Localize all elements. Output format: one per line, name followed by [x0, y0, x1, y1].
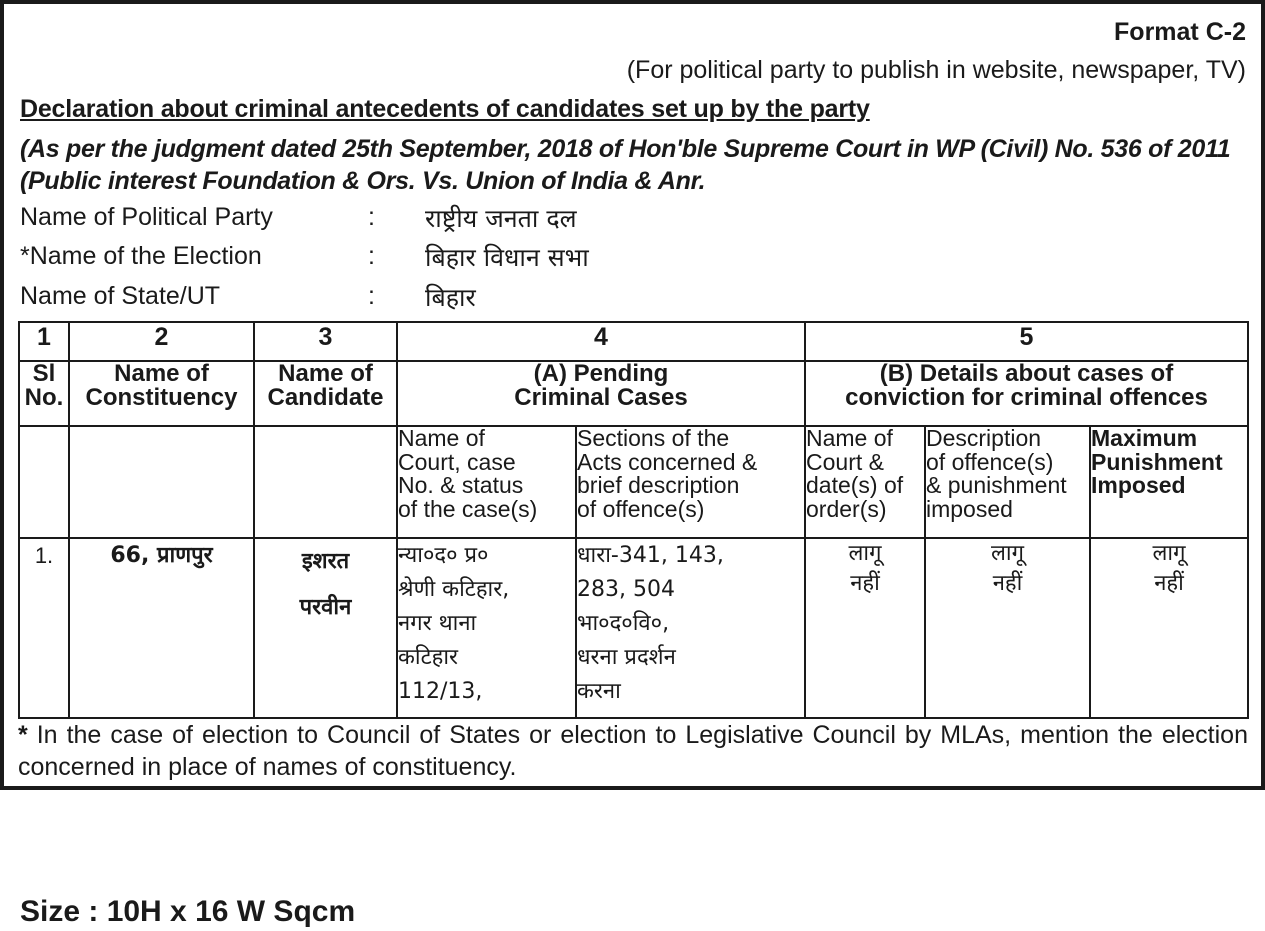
pending-cases-header: (A) Pending Criminal Cases — [397, 361, 805, 426]
column-number: 1 — [19, 322, 69, 361]
size-note: Size : 10H x 16 W Sqcm — [20, 895, 356, 928]
election-name-colon: : — [368, 242, 375, 270]
column-header-row — [19, 361, 1248, 426]
column-number: 3 — [254, 322, 397, 361]
state-name-colon: : — [368, 282, 375, 310]
max-punishment-cell: लागू नहीं — [1090, 538, 1248, 718]
party-name-value: राष्ट्रीय जनता दल — [425, 204, 577, 233]
footnote-text: In the case of election to Council of States or election to Legislative Council by MLAs, mention the election concerned in place of names of constituency. — [18, 721, 1248, 781]
empty-cell — [69, 426, 254, 538]
format-code: Format C-2 — [1114, 18, 1246, 46]
conviction-cases-header: (B) Details about cases of conviction for criminal offences — [805, 361, 1248, 426]
footnote — [18, 719, 1248, 783]
election-name-value: बिहार विधान सभा — [425, 243, 589, 272]
court-date-subheader: Name of Court & date(s) of order(s) — [805, 426, 925, 538]
court-case-cell: न्या०द० प्र० श्रेणी कटिहार, नगर थाना कटिहार 112/13, — [397, 538, 576, 718]
footnote-marker: * — [18, 721, 28, 749]
empty-cell — [254, 426, 397, 538]
sl-no-cell: 1. — [19, 538, 69, 718]
court-date-cell: लागू नहीं — [805, 538, 925, 718]
column-number-row — [19, 322, 1248, 361]
election-name-label: *Name of the Election — [20, 242, 262, 270]
sub-header-row — [19, 426, 1248, 538]
sections-cell: धारा-341, 143, 283, 504 भा०द०वि०, धरना प्रदर्शन करना — [576, 538, 805, 718]
empty-cell — [19, 426, 69, 538]
sl-no-header: Sl No. — [19, 361, 69, 426]
constituency-cell: 66, प्राणपुर — [69, 538, 254, 718]
column-number: 4 — [397, 322, 805, 361]
table-row — [19, 538, 1248, 718]
candidate-cell: इशरत परवीन — [254, 538, 397, 718]
declaration-heading: Declaration about criminal antecedents of candidates set up by the party — [20, 95, 870, 123]
state-name-value: बिहार — [425, 283, 476, 312]
candidate-header: Name of Candidate — [254, 361, 397, 426]
column-number: 5 — [805, 322, 1248, 361]
sections-subheader: Sections of the Acts concerned & brief description of offence(s) — [576, 426, 805, 538]
state-name-label: Name of State/UT — [20, 282, 221, 310]
criminal-antecedents-table — [18, 321, 1249, 719]
judgment-reference: (As per the judgment dated 25th September, 2018 of Hon'ble Supreme Court in WP (Civil) No. 536 of 2011 (Public interest Foundation & Ors. Vs. Union of India & Anr. — [20, 135, 1231, 195]
constituency-header: Name of Constituency — [69, 361, 254, 426]
column-number: 2 — [69, 322, 254, 361]
publish-note: (For political party to publish in website, newspaper, TV) — [626, 56, 1246, 84]
max-punishment-subheader: Maximum Punishment Imposed — [1090, 426, 1248, 538]
description-subheader: Description of offence(s) & punishment imposed — [925, 426, 1090, 538]
description-cell: लागू नहीं — [925, 538, 1090, 718]
party-name-colon: : — [368, 203, 375, 231]
court-case-subheader: Name of Court, case No. & status of the case(s) — [397, 426, 576, 538]
party-name-label: Name of Political Party — [20, 203, 273, 231]
